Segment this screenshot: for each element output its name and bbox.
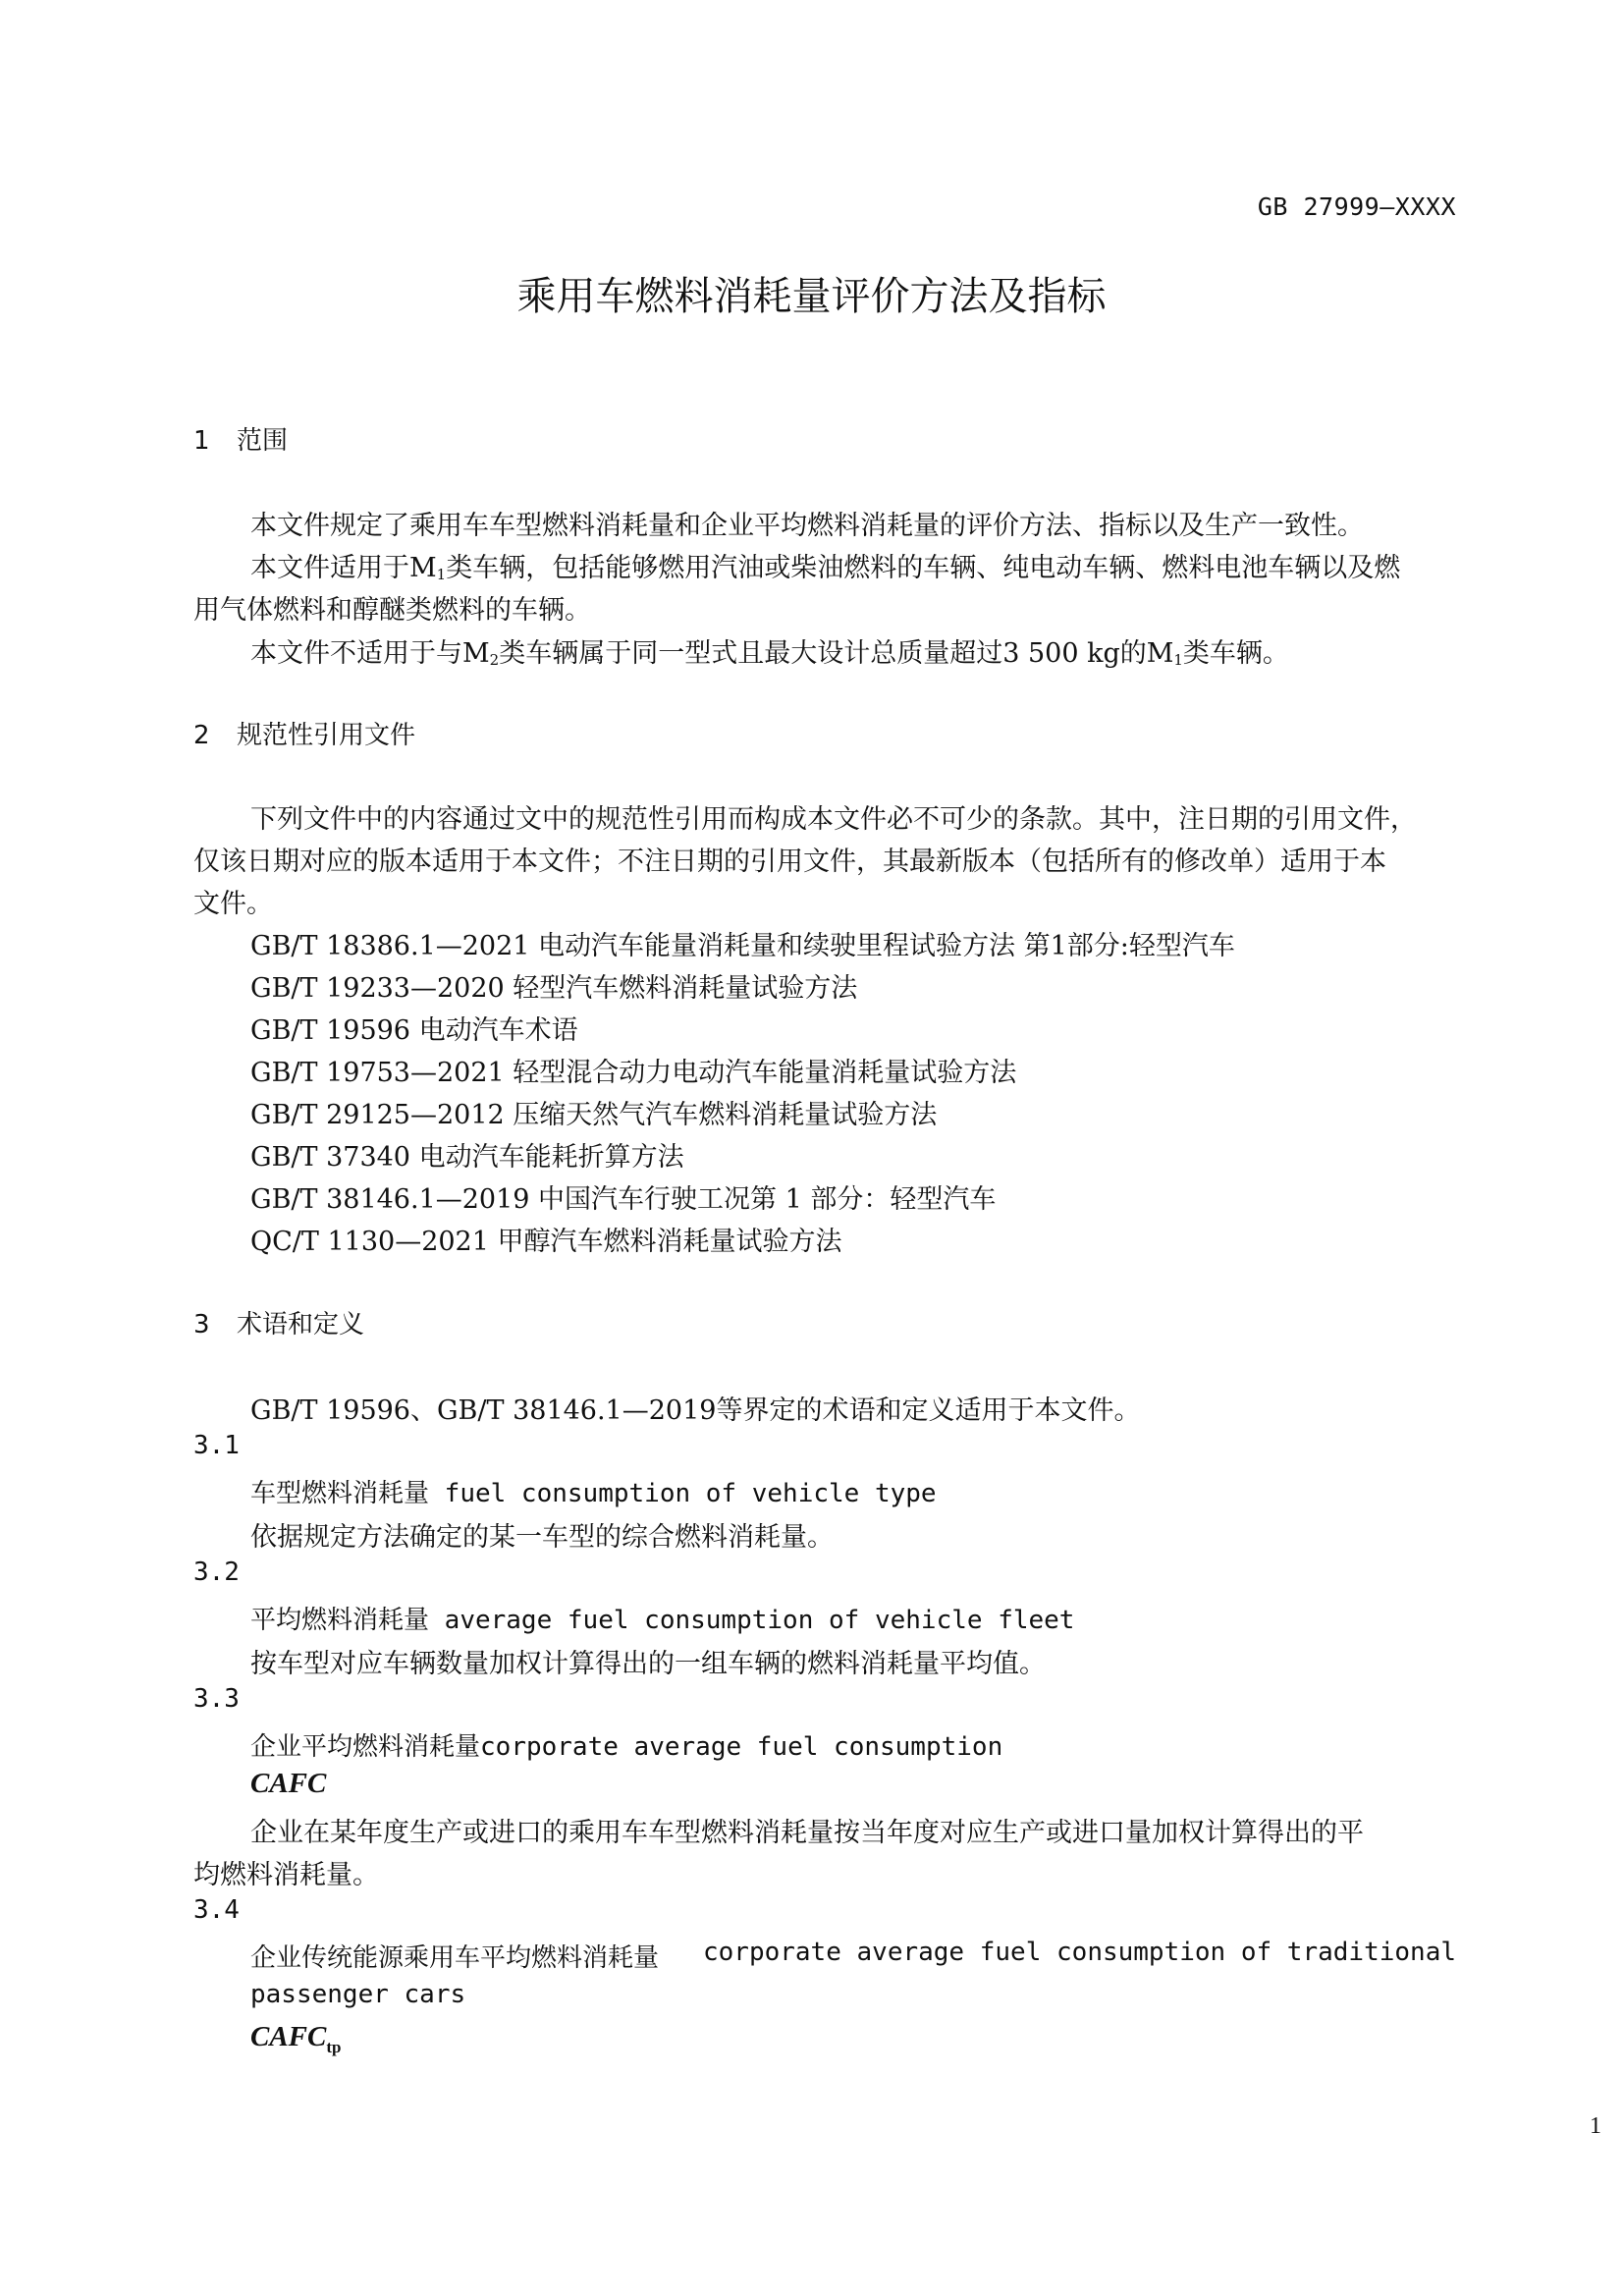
normative-intro-line-1: 下列文件中的内容通过文中的规范性引用而构成本文件必不可少的条款。其中，注日期的引用文件， [250,804,1417,835]
term-definition: 依据规定方法确定的某一车型的综合燃料消耗量。 [250,1522,834,1553]
section-title: 范围 [237,426,289,456]
term-abbreviation: $CAFC_{tp}$ [250,2021,342,2056]
term-number: 3.4 [193,1895,240,1925]
term-heading: 企业平均燃料消耗量corporate average fuel consumption [250,1732,1003,1762]
reference-item: GB/T 37340 电动汽车能耗折算方法 [250,1142,684,1173]
reference-item: GB/T 19596 电动汽车术语 [250,1015,578,1046]
reference-item: GB/T 29125—2012 压缩天然气汽车燃料消耗量试验方法 [250,1100,938,1130]
term-definition: 按车型对应车辆数量加权计算得出的一组车辆的燃料消耗量平均值。 [250,1649,1046,1679]
term-heading: 车型燃料消耗量 fuel consumption of vehicle type [250,1479,937,1508]
term-number: 3.1 [193,1431,240,1460]
terms-intro: GB/T 19596、GB/T 38146.1—2019等界定的术语和定义适用于本文件。 [250,1395,1141,1426]
section-number: 1 [193,426,210,456]
term-heading: 平均燃料消耗量 average fuel consumption of vehicle fleet [250,1606,1075,1635]
term-number: 3.2 [193,1558,240,1587]
term-abbreviation: CAFC [250,1768,327,1799]
reference-item: QC/T 1130—2021 甲醇汽车燃料消耗量试验方法 [250,1227,842,1257]
scope-paragraph-1: 本文件规定了乘用车车型燃料消耗量和企业平均燃料消耗量的评价方法、指标以及生产一致性。 [250,511,1364,541]
normative-intro-line-3: 文件。 [193,889,273,919]
term-number: 3.3 [193,1684,240,1714]
scope-paragraph-2-line-2: 用气体燃料和醇醚类燃料的车辆。 [193,595,591,626]
section-number: 3 [193,1310,210,1339]
term-definition-line-1: 企业在某年度生产或进口的乘用车车型燃料消耗量按当年度对应生产或进口量加权计算得出的平 [250,1818,1364,1848]
section-3-heading [193,1304,364,1340]
term-heading: 企业传统能源乘用车平均燃料消耗量 corporate average fuel consumption of traditional [250,1938,1456,1973]
section-title: 术语和定义 [237,1310,365,1339]
section-number: 2 [193,721,210,750]
normative-intro-line-2: 仅该日期对应的版本适用于本文件；不注日期的引用文件，其最新版本（包括所有的修改单）适用于本 [193,847,1386,877]
reference-item: GB/T 19233—2020 轻型汽车燃料消耗量试验方法 [250,973,858,1004]
section-2-heading [193,715,415,751]
reference-item: GB/T 19753—2021 轻型混合动力电动汽车能量消耗量试验方法 [250,1058,1017,1088]
scope-paragraph-3: 本文件不适用于与$M_2$类车辆属于同一型式且最大设计总质量超过3 500 kg的$M_1$类车辆。 [250,638,1289,669]
reference-item: GB/T 38146.1—2019 中国汽车行驶工况第 1 部分：轻型汽车 [250,1184,997,1215]
reference-item: GB/T 18386.1—2021 电动汽车能量消耗量和续驶里程试验方法 第1部分:轻型汽车 [250,931,1235,961]
document-title: 乘用车燃料消耗量评价方法及指标 [516,274,1107,319]
term-heading-continued: passenger cars [250,1980,466,2009]
section-title: 规范性引用文件 [237,721,416,750]
page-number: 1 [1590,2113,1601,2139]
section-1-heading [193,420,288,457]
standard-code: GB 27999—XXXX [1257,192,1456,221]
term-definition-line-2: 均燃料消耗量。 [193,1860,379,1890]
scope-paragraph-2-line-1: 本文件适用于$M_1$类车辆，包括能够燃用汽油或柴油燃料的车辆、纯电动车辆、燃料电池车辆以及燃 [250,553,1401,583]
